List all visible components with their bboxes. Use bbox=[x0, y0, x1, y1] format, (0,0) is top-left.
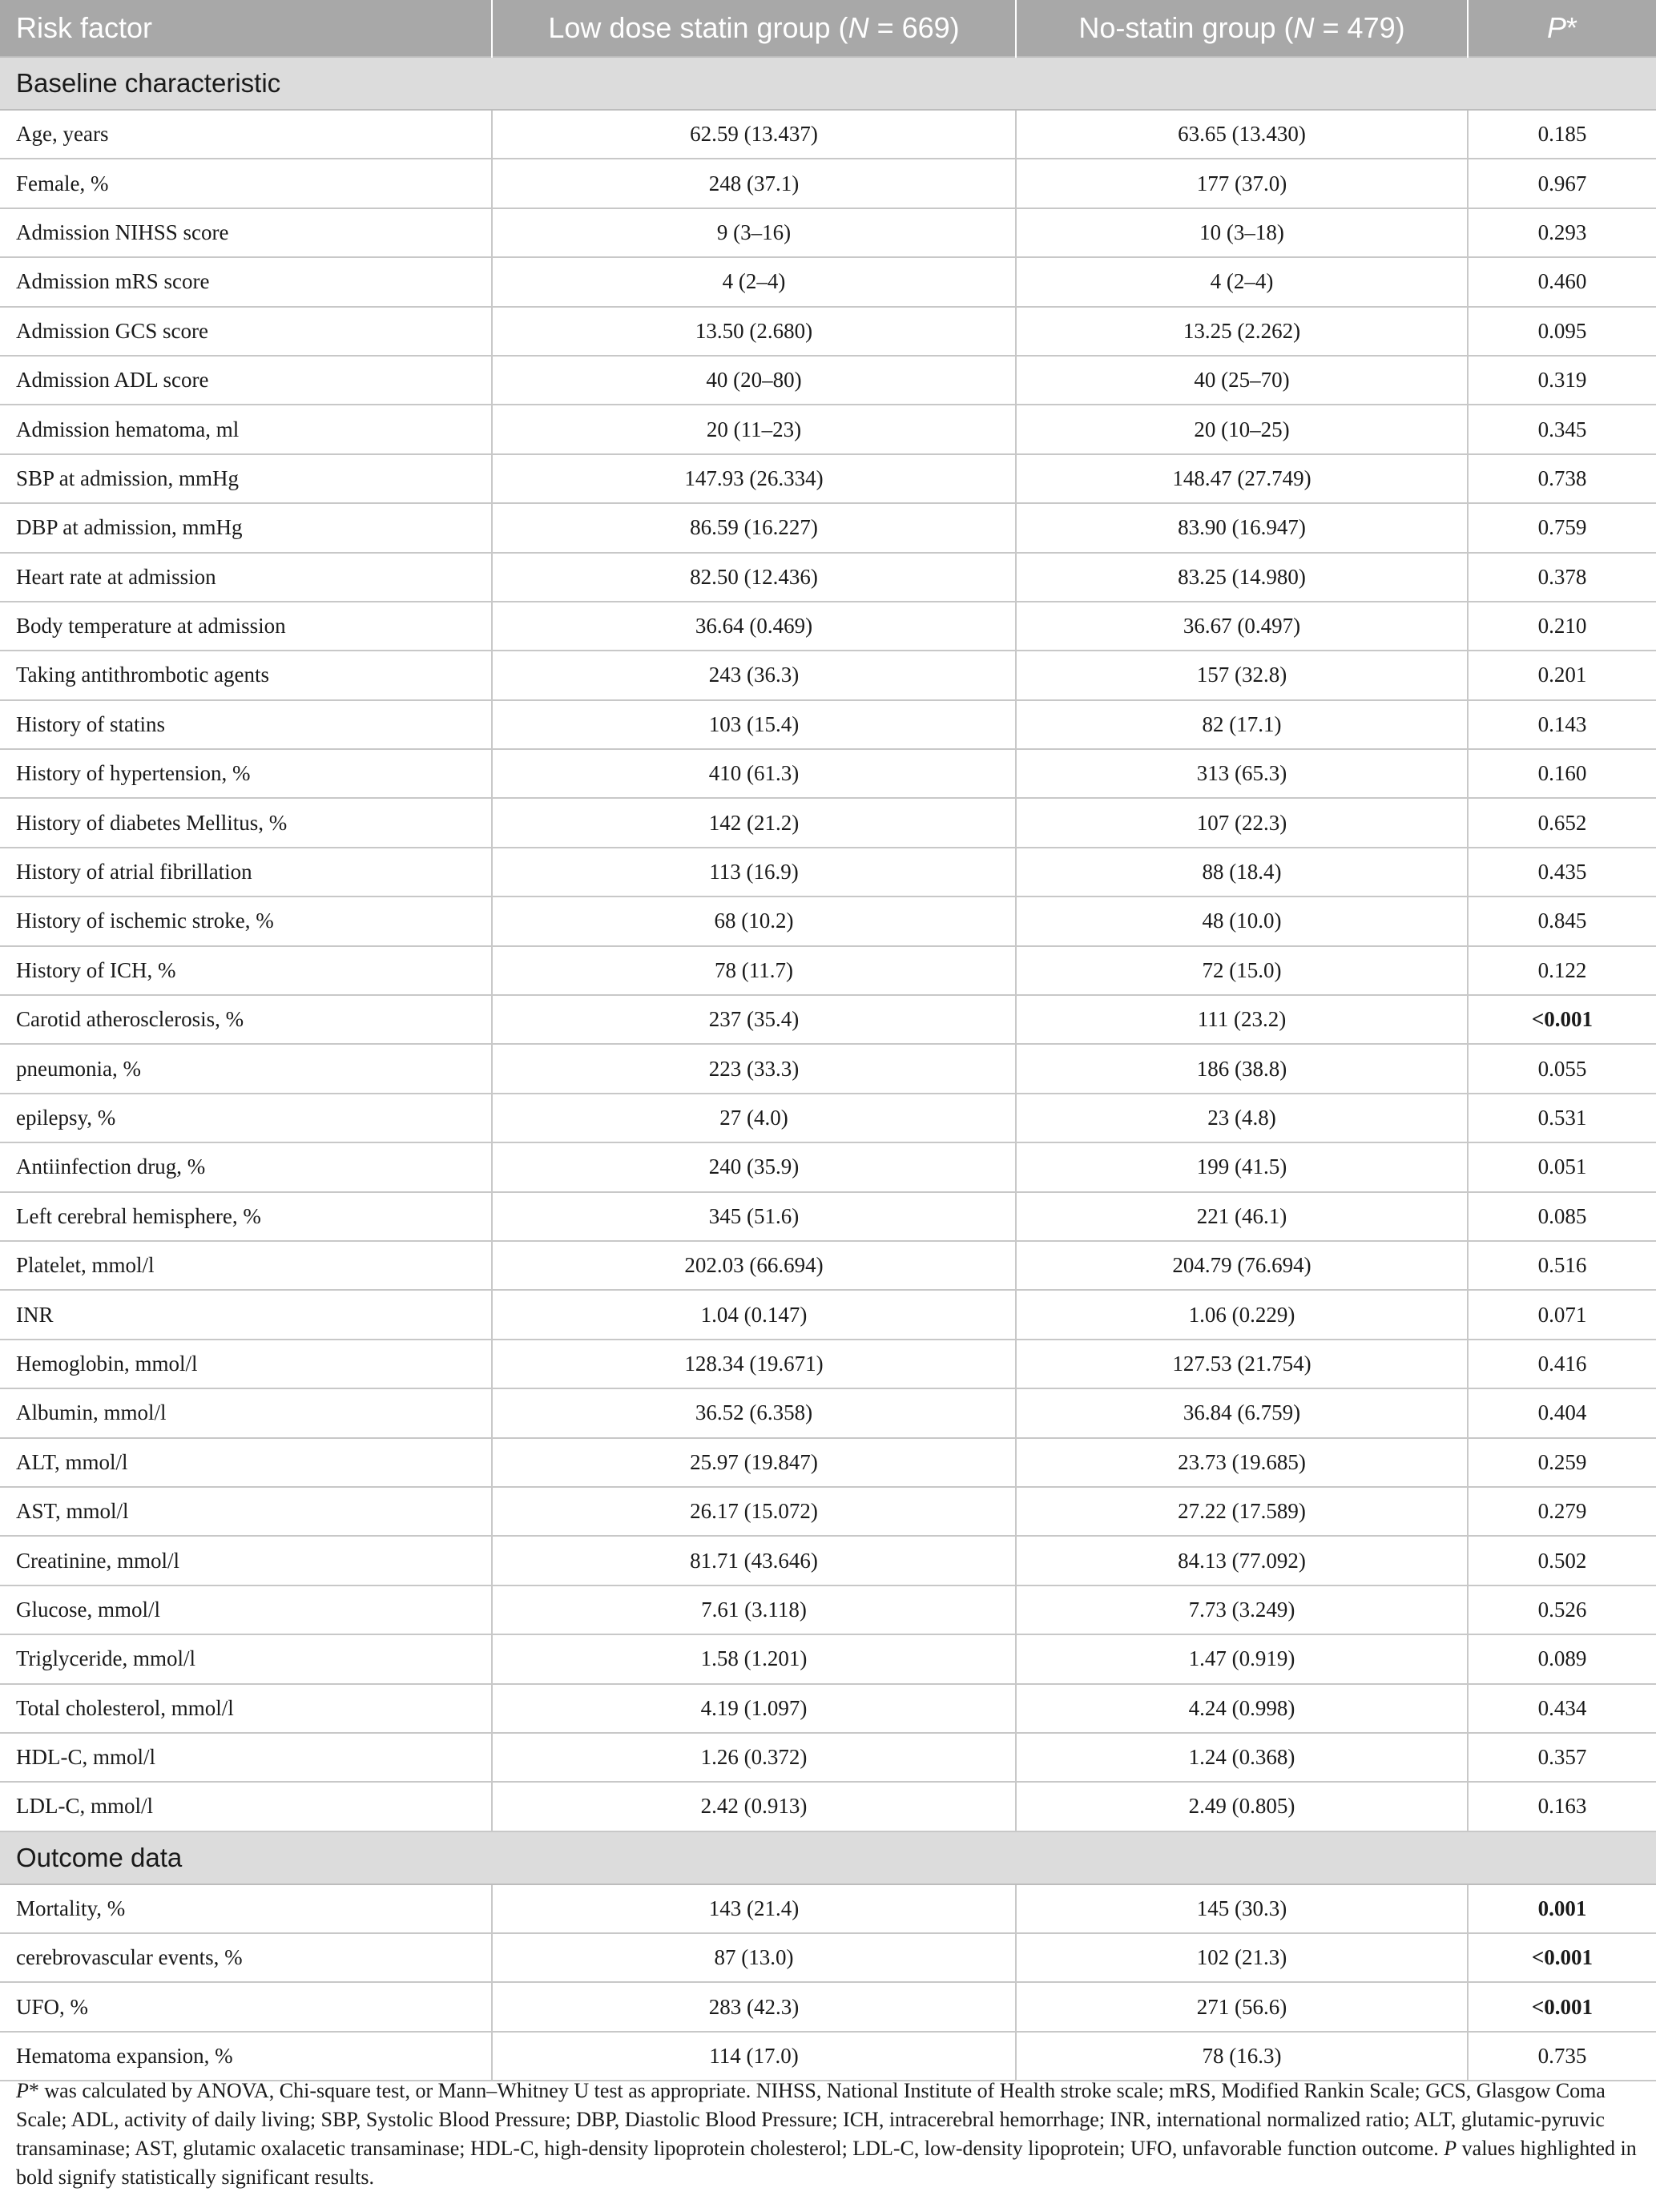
header-p-label: P bbox=[1546, 11, 1566, 44]
low-dose-cell: 103 (15.4) bbox=[492, 700, 1016, 749]
p-value-cell: 0.434 bbox=[1468, 1684, 1656, 1733]
footnote-p-label-2: P bbox=[1444, 2137, 1457, 2160]
low-dose-cell: 1.26 (0.372) bbox=[492, 1733, 1016, 1782]
factor-cell: Taking antithrombotic agents bbox=[0, 651, 492, 699]
low-dose-cell: 223 (33.3) bbox=[492, 1044, 1016, 1093]
factor-cell: Heart rate at admission bbox=[0, 553, 492, 602]
table-row bbox=[0, 159, 1656, 208]
no-statin-cell: 36.84 (6.759) bbox=[1016, 1388, 1468, 1437]
p-value-cell: <0.001 bbox=[1468, 995, 1656, 1044]
table-row bbox=[0, 553, 1656, 602]
low-dose-cell: 143 (21.4) bbox=[492, 1884, 1016, 1933]
p-value-cell: 0.143 bbox=[1468, 700, 1656, 749]
header-no-statin-n: N bbox=[1293, 11, 1315, 44]
low-dose-cell: 20 (11–23) bbox=[492, 405, 1016, 453]
no-statin-cell: 1.47 (0.919) bbox=[1016, 1634, 1468, 1683]
no-statin-cell: 148.47 (27.749) bbox=[1016, 454, 1468, 503]
p-value-cell: 0.531 bbox=[1468, 1094, 1656, 1142]
no-statin-cell: 157 (32.8) bbox=[1016, 651, 1468, 699]
table-row bbox=[0, 1536, 1656, 1585]
low-dose-cell: 62.59 (13.437) bbox=[492, 110, 1016, 159]
factor-cell: History of ischemic stroke, % bbox=[0, 896, 492, 945]
low-dose-cell: 26.17 (15.072) bbox=[492, 1487, 1016, 1536]
no-statin-cell: 23.73 (19.685) bbox=[1016, 1438, 1468, 1487]
p-value-cell: 0.759 bbox=[1468, 503, 1656, 552]
no-statin-cell: 63.65 (13.430) bbox=[1016, 110, 1468, 159]
no-statin-cell: 111 (23.2) bbox=[1016, 995, 1468, 1044]
table-header bbox=[0, 0, 1656, 57]
table-row bbox=[0, 257, 1656, 306]
table-row bbox=[0, 307, 1656, 356]
p-value-cell: 0.319 bbox=[1468, 356, 1656, 405]
header-no-statin-pre: No-statin group ( bbox=[1078, 11, 1294, 44]
p-value-cell: 0.122 bbox=[1468, 946, 1656, 995]
section-title-baseline: Baseline characteristic bbox=[0, 57, 1656, 110]
table-row bbox=[0, 1884, 1656, 1933]
table-row bbox=[0, 1094, 1656, 1142]
factor-cell: History of atrial fibrillation bbox=[0, 848, 492, 896]
p-value-cell: 0.279 bbox=[1468, 1487, 1656, 1536]
section-title-outcome: Outcome data bbox=[0, 1831, 1656, 1884]
factor-cell: UFO, % bbox=[0, 1982, 492, 2031]
factor-cell: Creatinine, mmol/l bbox=[0, 1536, 492, 1585]
no-statin-cell: 83.90 (16.947) bbox=[1016, 503, 1468, 552]
table-row bbox=[0, 110, 1656, 159]
no-statin-cell: 20 (10–25) bbox=[1016, 405, 1468, 453]
no-statin-cell: 186 (38.8) bbox=[1016, 1044, 1468, 1093]
table-row bbox=[0, 1438, 1656, 1487]
p-value-cell: <0.001 bbox=[1468, 1982, 1656, 2031]
table-row bbox=[0, 1933, 1656, 1982]
factor-cell: Admission NIHSS score bbox=[0, 208, 492, 257]
header-p-value bbox=[1468, 0, 1656, 57]
low-dose-cell: 113 (16.9) bbox=[492, 848, 1016, 896]
p-value-cell: 0.416 bbox=[1468, 1340, 1656, 1388]
factor-cell: History of statins bbox=[0, 700, 492, 749]
factor-cell: Glucose, mmol/l bbox=[0, 1585, 492, 1634]
p-value-cell: 0.652 bbox=[1468, 798, 1656, 847]
factor-cell: History of hypertension, % bbox=[0, 749, 492, 798]
table-row bbox=[0, 1142, 1656, 1191]
table-row bbox=[0, 1684, 1656, 1733]
low-dose-cell: 7.61 (3.118) bbox=[492, 1585, 1016, 1634]
factor-cell: Triglyceride, mmol/l bbox=[0, 1634, 492, 1683]
table-footnote bbox=[16, 2077, 1642, 2192]
table-row bbox=[0, 454, 1656, 503]
no-statin-cell: 145 (30.3) bbox=[1016, 1884, 1468, 1933]
table-row bbox=[0, 651, 1656, 699]
table-row bbox=[0, 1192, 1656, 1241]
header-row bbox=[0, 0, 1656, 57]
factor-cell: cerebrovascular events, % bbox=[0, 1933, 492, 1982]
table-row bbox=[0, 1733, 1656, 1782]
factor-cell: pneumonia, % bbox=[0, 1044, 492, 1093]
low-dose-cell: 248 (37.1) bbox=[492, 159, 1016, 208]
no-statin-cell: 88 (18.4) bbox=[1016, 848, 1468, 896]
header-no-statin bbox=[1016, 0, 1468, 57]
low-dose-cell: 243 (36.3) bbox=[492, 651, 1016, 699]
factor-cell: Admission mRS score bbox=[0, 257, 492, 306]
low-dose-cell: 4 (2–4) bbox=[492, 257, 1016, 306]
low-dose-cell: 240 (35.9) bbox=[492, 1142, 1016, 1191]
p-value-cell: 0.435 bbox=[1468, 848, 1656, 896]
factor-cell: History of ICH, % bbox=[0, 946, 492, 995]
table-row bbox=[0, 1241, 1656, 1290]
low-dose-cell: 147.93 (26.334) bbox=[492, 454, 1016, 503]
table-row bbox=[0, 2032, 1656, 2081]
p-value-cell: 0.526 bbox=[1468, 1585, 1656, 1634]
factor-cell: epilepsy, % bbox=[0, 1094, 492, 1142]
table-row bbox=[0, 503, 1656, 552]
table-row bbox=[0, 896, 1656, 945]
no-statin-cell: 221 (46.1) bbox=[1016, 1192, 1468, 1241]
low-dose-cell: 1.58 (1.201) bbox=[492, 1634, 1016, 1683]
header-low-dose-n: N bbox=[848, 11, 869, 44]
no-statin-cell: 127.53 (21.754) bbox=[1016, 1340, 1468, 1388]
no-statin-cell: 27.22 (17.589) bbox=[1016, 1487, 1468, 1536]
table-row bbox=[0, 700, 1656, 749]
factor-cell: INR bbox=[0, 1290, 492, 1339]
header-no-statin-post: = 479) bbox=[1314, 11, 1405, 44]
low-dose-cell: 410 (61.3) bbox=[492, 749, 1016, 798]
no-statin-cell: 1.06 (0.229) bbox=[1016, 1290, 1468, 1339]
table-row bbox=[0, 1290, 1656, 1339]
table-row bbox=[0, 1487, 1656, 1536]
p-value-cell: 0.345 bbox=[1468, 405, 1656, 453]
p-value-cell: 0.967 bbox=[1468, 159, 1656, 208]
p-value-cell: 0.163 bbox=[1468, 1782, 1656, 1831]
p-value-cell: 0.089 bbox=[1468, 1634, 1656, 1683]
table-row bbox=[0, 1634, 1656, 1683]
low-dose-cell: 4.19 (1.097) bbox=[492, 1684, 1016, 1733]
no-statin-cell: 4.24 (0.998) bbox=[1016, 1684, 1468, 1733]
factor-cell: Body temperature at admission bbox=[0, 602, 492, 651]
factor-cell: Mortality, % bbox=[0, 1884, 492, 1933]
header-low-dose-pre: Low dose statin group ( bbox=[548, 11, 848, 44]
no-statin-cell: 199 (41.5) bbox=[1016, 1142, 1468, 1191]
factor-cell: Albumin, mmol/l bbox=[0, 1388, 492, 1437]
no-statin-cell: 313 (65.3) bbox=[1016, 749, 1468, 798]
table-row bbox=[0, 1044, 1656, 1093]
table-row bbox=[0, 1585, 1656, 1634]
no-statin-cell: 36.67 (0.497) bbox=[1016, 602, 1468, 651]
footnote-p-label: P bbox=[16, 2079, 29, 2102]
table-row bbox=[0, 208, 1656, 257]
low-dose-cell: 25.97 (19.847) bbox=[492, 1438, 1016, 1487]
low-dose-cell: 87 (13.0) bbox=[492, 1933, 1016, 1982]
no-statin-cell: 177 (37.0) bbox=[1016, 159, 1468, 208]
footnote-text-2: values highlighted in bold signify statistically significant results. bbox=[16, 2137, 1637, 2189]
no-statin-cell: 102 (21.3) bbox=[1016, 1933, 1468, 1982]
no-statin-cell: 72 (15.0) bbox=[1016, 946, 1468, 995]
table-row bbox=[0, 995, 1656, 1044]
table-row bbox=[0, 1782, 1656, 1831]
no-statin-cell: 2.49 (0.805) bbox=[1016, 1782, 1468, 1831]
p-value-cell: 0.160 bbox=[1468, 749, 1656, 798]
p-value-cell: 0.259 bbox=[1468, 1438, 1656, 1487]
table-row bbox=[0, 356, 1656, 405]
table-row bbox=[0, 405, 1656, 453]
no-statin-cell: 78 (16.3) bbox=[1016, 2032, 1468, 2081]
p-value-cell: 0.095 bbox=[1468, 307, 1656, 356]
p-value-cell: 0.085 bbox=[1468, 1192, 1656, 1241]
no-statin-cell: 82 (17.1) bbox=[1016, 700, 1468, 749]
low-dose-cell: 27 (4.0) bbox=[492, 1094, 1016, 1142]
low-dose-cell: 128.34 (19.671) bbox=[492, 1340, 1016, 1388]
header-low-dose-post: = 669) bbox=[868, 11, 960, 44]
table-row bbox=[0, 602, 1656, 651]
p-value-cell: 0.293 bbox=[1468, 208, 1656, 257]
factor-cell: Hemoglobin, mmol/l bbox=[0, 1340, 492, 1388]
low-dose-cell: 82.50 (12.436) bbox=[492, 553, 1016, 602]
p-value-cell: 0.185 bbox=[1468, 110, 1656, 159]
low-dose-cell: 237 (35.4) bbox=[492, 995, 1016, 1044]
factor-cell: DBP at admission, mmHg bbox=[0, 503, 492, 552]
table-row bbox=[0, 848, 1656, 896]
low-dose-cell: 345 (51.6) bbox=[492, 1192, 1016, 1241]
low-dose-cell: 142 (21.2) bbox=[492, 798, 1016, 847]
no-statin-cell: 83.25 (14.980) bbox=[1016, 553, 1468, 602]
no-statin-cell: 23 (4.8) bbox=[1016, 1094, 1468, 1142]
no-statin-cell: 4 (2–4) bbox=[1016, 257, 1468, 306]
factor-cell: Antiinfection drug, % bbox=[0, 1142, 492, 1191]
p-value-cell: 0.378 bbox=[1468, 553, 1656, 602]
factor-cell: LDL-C, mmol/l bbox=[0, 1782, 492, 1831]
section-row-baseline bbox=[0, 57, 1656, 110]
low-dose-cell: 36.64 (0.469) bbox=[492, 602, 1016, 651]
factor-cell: History of diabetes Mellitus, % bbox=[0, 798, 492, 847]
table-row bbox=[0, 749, 1656, 798]
no-statin-cell: 7.73 (3.249) bbox=[1016, 1585, 1468, 1634]
header-p-star: * bbox=[1566, 11, 1578, 44]
low-dose-cell: 36.52 (6.358) bbox=[492, 1388, 1016, 1437]
p-value-cell: 0.201 bbox=[1468, 651, 1656, 699]
factor-cell: Age, years bbox=[0, 110, 492, 159]
factor-cell: ALT, mmol/l bbox=[0, 1438, 492, 1487]
low-dose-cell: 68 (10.2) bbox=[492, 896, 1016, 945]
p-value-cell: 0.001 bbox=[1468, 1884, 1656, 1933]
factor-cell: SBP at admission, mmHg bbox=[0, 454, 492, 503]
no-statin-cell: 48 (10.0) bbox=[1016, 896, 1468, 945]
no-statin-cell: 271 (56.6) bbox=[1016, 1982, 1468, 2031]
p-value-cell: 0.502 bbox=[1468, 1536, 1656, 1585]
low-dose-cell: 81.71 (43.646) bbox=[492, 1536, 1016, 1585]
no-statin-cell: 107 (22.3) bbox=[1016, 798, 1468, 847]
factor-cell: Carotid atherosclerosis, % bbox=[0, 995, 492, 1044]
p-value-cell: 0.460 bbox=[1468, 257, 1656, 306]
no-statin-cell: 13.25 (2.262) bbox=[1016, 307, 1468, 356]
p-value-cell: 0.055 bbox=[1468, 1044, 1656, 1093]
low-dose-cell: 40 (20–80) bbox=[492, 356, 1016, 405]
low-dose-cell: 78 (11.7) bbox=[492, 946, 1016, 995]
low-dose-cell: 202.03 (66.694) bbox=[492, 1241, 1016, 1290]
no-statin-cell: 40 (25–70) bbox=[1016, 356, 1468, 405]
factor-cell: Admission hematoma, ml bbox=[0, 405, 492, 453]
factor-cell: Total cholesterol, mmol/l bbox=[0, 1684, 492, 1733]
low-dose-cell: 283 (42.3) bbox=[492, 1982, 1016, 2031]
header-low-dose-statin bbox=[492, 0, 1016, 57]
no-statin-cell: 10 (3–18) bbox=[1016, 208, 1468, 257]
p-value-cell: 0.210 bbox=[1468, 602, 1656, 651]
header-risk-factor: Risk factor bbox=[0, 0, 492, 57]
p-value-cell: 0.735 bbox=[1468, 2032, 1656, 2081]
table-row bbox=[0, 946, 1656, 995]
p-value-cell: 0.357 bbox=[1468, 1733, 1656, 1782]
factor-cell: HDL-C, mmol/l bbox=[0, 1733, 492, 1782]
p-value-cell: 0.071 bbox=[1468, 1290, 1656, 1339]
low-dose-cell: 9 (3–16) bbox=[492, 208, 1016, 257]
no-statin-cell: 84.13 (77.092) bbox=[1016, 1536, 1468, 1585]
table-row bbox=[0, 1340, 1656, 1388]
table-row bbox=[0, 1982, 1656, 2031]
factor-cell: Platelet, mmol/l bbox=[0, 1241, 492, 1290]
low-dose-cell: 1.04 (0.147) bbox=[492, 1290, 1016, 1339]
factor-cell: AST, mmol/l bbox=[0, 1487, 492, 1536]
no-statin-cell: 1.24 (0.368) bbox=[1016, 1733, 1468, 1782]
factor-cell: Female, % bbox=[0, 159, 492, 208]
p-value-cell: <0.001 bbox=[1468, 1933, 1656, 1982]
no-statin-cell: 204.79 (76.694) bbox=[1016, 1241, 1468, 1290]
low-dose-cell: 114 (17.0) bbox=[492, 2032, 1016, 2081]
factor-cell: Admission ADL score bbox=[0, 356, 492, 405]
low-dose-cell: 13.50 (2.680) bbox=[492, 307, 1016, 356]
factor-cell: Left cerebral hemisphere, % bbox=[0, 1192, 492, 1241]
p-value-cell: 0.738 bbox=[1468, 454, 1656, 503]
p-value-cell: 0.404 bbox=[1468, 1388, 1656, 1437]
factor-cell: Admission GCS score bbox=[0, 307, 492, 356]
footnote-text-1: was calculated by ANOVA, Chi-square test, or Mann–Whitney U test as appropriate. NIHSS, National Institute of Health stroke scale; mRS, Modified Rankin Scale; GCS, Glasgow Coma Scale; ADL, activity of daily living; SBP, Systolic Blood Pressure; DBP, Diastolic Blood Pressure; ICH, intracerebral hemorrhage; INR, international normalized ratio; ALT, glutamic-pyruvic transaminase; AST, glutamic oxalacetic transaminase; HDL-C, high-density lipoprotein cholesterol; LDL-C, low-density lipoprotein; UFO, unfavorable function outcome. bbox=[16, 2079, 1606, 2160]
p-value-cell: 0.516 bbox=[1468, 1241, 1656, 1290]
factor-cell: Hematoma expansion, % bbox=[0, 2032, 492, 2081]
footnote-p-star: * bbox=[28, 2079, 39, 2102]
table-body bbox=[0, 57, 1656, 2081]
section-row-outcome bbox=[0, 1831, 1656, 1884]
table-row bbox=[0, 1388, 1656, 1437]
p-value-cell: 0.845 bbox=[1468, 896, 1656, 945]
p-value-cell: 0.051 bbox=[1468, 1142, 1656, 1191]
table-row bbox=[0, 798, 1656, 847]
low-dose-cell: 86.59 (16.227) bbox=[492, 503, 1016, 552]
low-dose-cell: 2.42 (0.913) bbox=[492, 1782, 1016, 1831]
